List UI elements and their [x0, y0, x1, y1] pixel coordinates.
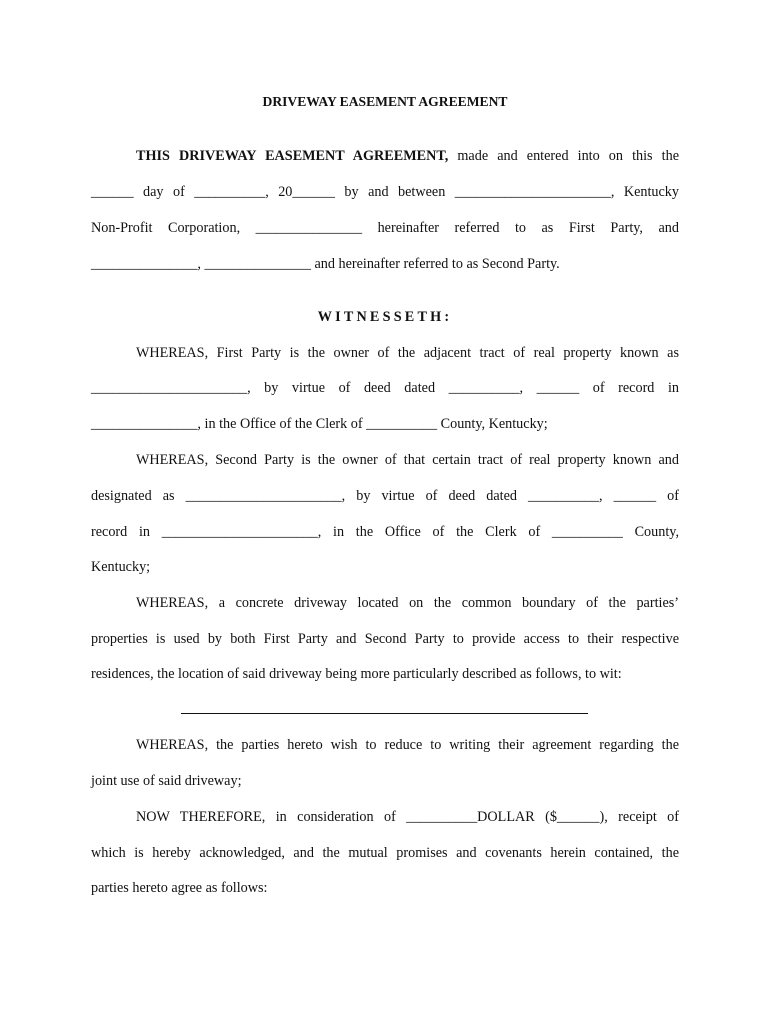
whereas-4-line-2: joint use of said driveway; — [91, 773, 242, 789]
whereas-2-line-2: designated as ______________________, by virtue of deed dated __________, ______ of — [91, 488, 679, 504]
whereas-3-line-1: WHEREAS, a concrete driveway located on the common boundary of the parties’ — [136, 595, 679, 611]
description-blank-line — [181, 713, 588, 714]
whereas-2-line-3: record in ______________________, in the Office of the Clerk of __________ County, — [91, 524, 679, 540]
whereas-1-line-1: WHEREAS, First Party is the owner of the adjacent tract of real property known as — [136, 345, 679, 361]
intro-line-1-rest: made and entered into on this the — [448, 148, 680, 164]
now-therefore-line-1: NOW THEREFORE, in consideration of __________DOLLAR ($______), receipt of — [136, 809, 679, 825]
now-therefore-line-2: which is hereby acknowledged, and the mutual promises and covenants herein contained, the — [91, 845, 679, 861]
intro-bold-phrase: THIS DRIVEWAY EASEMENT AGREEMENT, — [136, 148, 449, 164]
intro-line-4: _______________, _______________ and hereinafter referred to as Second Party. — [91, 256, 560, 272]
whereas-1-line-3: _______________, in the Office of the Clerk of __________ County, Kentucky; — [91, 416, 548, 432]
now-therefore-line-3: parties hereto agree as follows: — [91, 880, 268, 896]
whereas-2-line-4: Kentucky; — [91, 559, 151, 575]
intro-line-1 — [136, 147, 679, 165]
whereas-2-line-1: WHEREAS, Second Party is the owner of that certain tract of real property known and — [136, 452, 679, 468]
witnesseth-heading: WITNESSETH: — [317, 309, 453, 325]
whereas-4-line-1: WHEREAS, the parties hereto wish to reduce to writing their agreement regarding the — [136, 737, 679, 753]
whereas-3-line-2: properties is used by both First Party and Second Party to provide access to their respective — [91, 631, 679, 647]
intro-line-2: ______ day of __________, 20______ by and between ______________________, Kentucky — [91, 184, 679, 200]
document-title: DRIVEWAY EASEMENT AGREEMENT — [262, 94, 508, 109]
whereas-3-line-3: residences, the location of said driveway being more particularly described as follows, to wit: — [91, 666, 622, 682]
whereas-1-line-2: ______________________, by virtue of deed dated __________, ______ of record in — [91, 380, 679, 396]
intro-line-3: Non-Profit Corporation, _______________ hereinafter referred to as First Party, and — [91, 220, 679, 236]
